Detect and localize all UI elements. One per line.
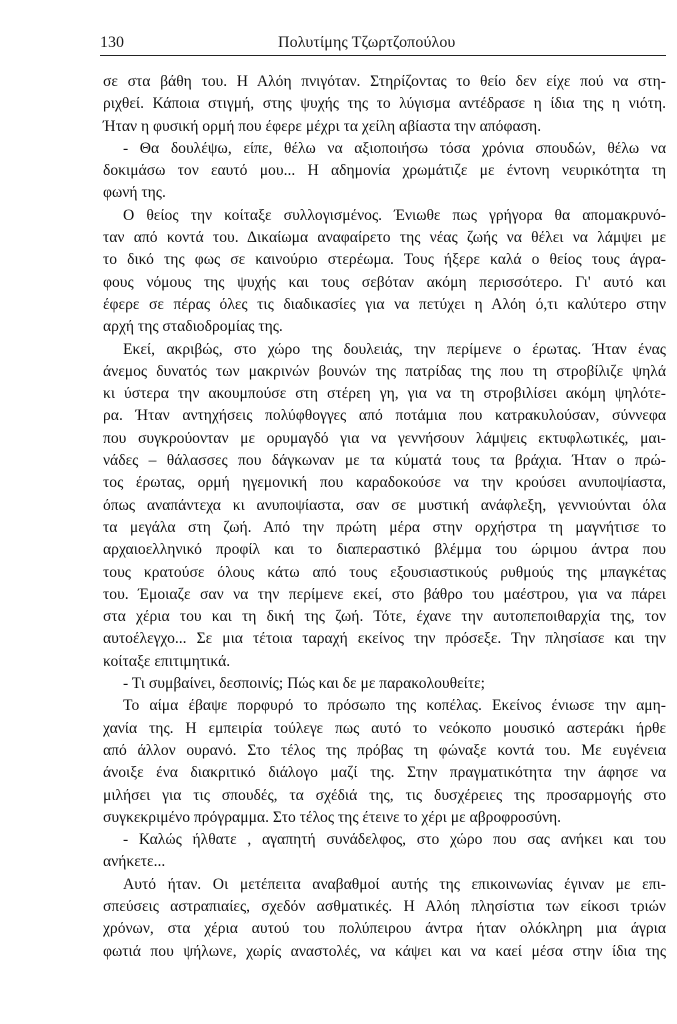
body-text	[103, 71, 666, 963]
text-line: του. Έμοιαζε σαν να την περίμενε εκεί, στο βάθρο του μαέστρου, για να πάρει	[103, 585, 666, 603]
text-line: Το αίμα έβαψε πορφυρό το πρόσωπο της κοπέλας. Εκείνος ένιωσε την αμη-	[123, 697, 666, 715]
text-line: σπεύσεις αστραπιαίες, σχεδόν ασθματικές. Η Αλόη πλησίστια των είκοσι τριών	[103, 897, 666, 915]
text-line: φωτιά που ψήλωνε, χωρίς αναστολές, να κάψει και να καεί μέσα στην ίδια της	[103, 942, 666, 960]
text-line: έφερε σε πέρας όλες τις διαδικασίες για να πετύχει η Αλόη ό,τι καλύτερο στην	[103, 295, 666, 313]
header-rule	[100, 55, 666, 56]
page-header	[100, 30, 666, 56]
text-line: - Τι συμβαίνει, δεσποινίς; Πώς και δε με παρακολουθείτε;	[123, 675, 486, 693]
text-line: όπως αναπάντεχα κι ανυποψίαστα, σαν σε μυστική ανάφλεξη, γεννιούνται όλα	[103, 496, 666, 514]
text-line: Ήταν η φυσική ορμή που έφερε μέχρι τα χείλη αβίαστα την απόφαση.	[103, 117, 542, 135]
text-line: άνοιξε ένα διακριτικό διάλογο μαζί της. Στην πραγματικότητα την άφησε να	[103, 764, 666, 782]
text-line: ρα. Ήταν αντηχήσεις πολύφθογγες από ποτάμια που κατρακυλούσαν, σύννεφα	[103, 407, 666, 425]
text-line: Αυτό ήταν. Οι μετέπειτα αναβαθμοί αυτής της επικοινωνίας έγιναν με επι-	[123, 875, 666, 893]
text-line: ταν από κοντά του. Δικαίωμα αναφαίρετο της νέας ζωής να θέλει να λάμψει με	[103, 229, 666, 247]
text-line: ριχθεί. Κάποια στιγμή, στης ψυχής της το λύγισμα αντέδρασε η ίδια της η νιότη.	[103, 95, 666, 113]
page-number: 130	[100, 34, 124, 51]
text-line: σε στα βάθη του. Η Αλόη πνιγόταν. Στηρίζοντας το θείο δεν είχε πού να στη-	[103, 73, 666, 90]
text-line: χανία της. Η εμπειρία τούλεγε πως αυτό το νεόκοπο μουσικό αστεράκι ήρθε	[103, 719, 666, 737]
text-line: νάδες – θάλασσες που δάγκωναν με τα κύματά τους τα βράχια. Ήταν ο πρώ-	[103, 452, 666, 470]
text-line: - Θα δουλέψω, είπε, θέλω να αξιοποιήσω τόσα χρόνια σπουδών, θέλω να	[123, 139, 666, 157]
running-title: Πολυτίμης Τζωρτζοπούλου	[278, 34, 456, 51]
text-line: χρόνων, στα χέρια αυτού του πολύπειρου άντρα ήταν ολόκληρη μια άγρια	[103, 920, 666, 938]
text-line: άνεμος δυνατός των μακρινών βουνών της πατρίδας της που τη στροβίλιζε ψηλά	[103, 362, 666, 380]
text-line: το δικό της φως σε καινούριο στερέωμα. Τους ήξερε καλά ο θείος τους άγρα-	[103, 251, 666, 269]
text-line: μιλήσει για τις σπουδές, τα σχέδιά της, τις δυσχέρειες της προσαρμογής στο	[103, 786, 666, 804]
text-line: - Καλώς ήλθατε , αγαπητή συνάδελφος, στο χώρο που σας ανήκει και του	[123, 831, 666, 849]
text-line: αρχή της σταδιοδρομίας της.	[103, 318, 283, 336]
text-line: φωνή της.	[103, 184, 166, 202]
text-line: τους κρατούσε όλους κάτω από τους εξουσιαστικούς ρυθμούς της μπαγκέτας	[103, 563, 666, 581]
text-line: στα χέρια του και τη δική της ζωή. Τότε, έχανε την αυτοπεποιθαρχία της, τον	[103, 608, 666, 626]
text-line: από άλλον ουρανό. Στο τέλος της πρόβας τη φώναξε κοντά του. Με ευγένεια	[103, 741, 666, 759]
text-line: συγκεκριμένο πρόγραμμα. Στο τέλος της έτεινε το χέρι με αβροφροσύνη.	[103, 808, 562, 826]
text-line: Εκεί, ακριβώς, στο χώρο της δουλειάς, την περίμενε ο έρωτας. Ήταν ένας	[123, 340, 666, 358]
text-line: αυτοέλεγχο... Σε μια τέτοια ταραχή εκείνος την πρόσεξε. Την πλησίασε και την	[103, 630, 666, 648]
text-line: Ο θείος την κοίταξε συλλογισμένος. Ένιωθε πως γρήγορα θα απομακρυνό-	[123, 206, 666, 224]
text-line: τα μεγάλα στη ζωή. Από την πρώτη μέρα στην ορχήστρα τη μαγνήτισε το	[103, 518, 666, 536]
text-line: αρχαιοελληνικό προφίλ και το διαπεραστικό βλέμμα του ώριμου άντρα που	[103, 541, 666, 559]
text-line: φους νόμους της ψυχής και τους σεβόταν ακόμη περισσότερο. Γι' αυτό και	[103, 273, 666, 291]
text-line: κοίταξε επιτιμητικά.	[103, 652, 231, 670]
text-line: ανήκετε...	[103, 853, 166, 871]
text-line: τος έρωτας, ορμή ηγεμονική που καραδοκούσε να την κρούσει ανυποψίαστα,	[103, 474, 666, 492]
text-line: δοκιμάσω τον εαυτό μου... Η αδημονία χρωμάτιζε με έντονη νευρικότητα τη	[103, 162, 666, 180]
text-line: κι ύστερα την ακουμπούσε στη στέρεη γη, για να τη στροβιλίσει ακόμη ψηλότε-	[103, 385, 666, 403]
text-line: που συγκρούονταν με ορυμαγδό για να γεννήσουν λάμψεις εκτυφλωτικές, μαι-	[103, 429, 666, 447]
